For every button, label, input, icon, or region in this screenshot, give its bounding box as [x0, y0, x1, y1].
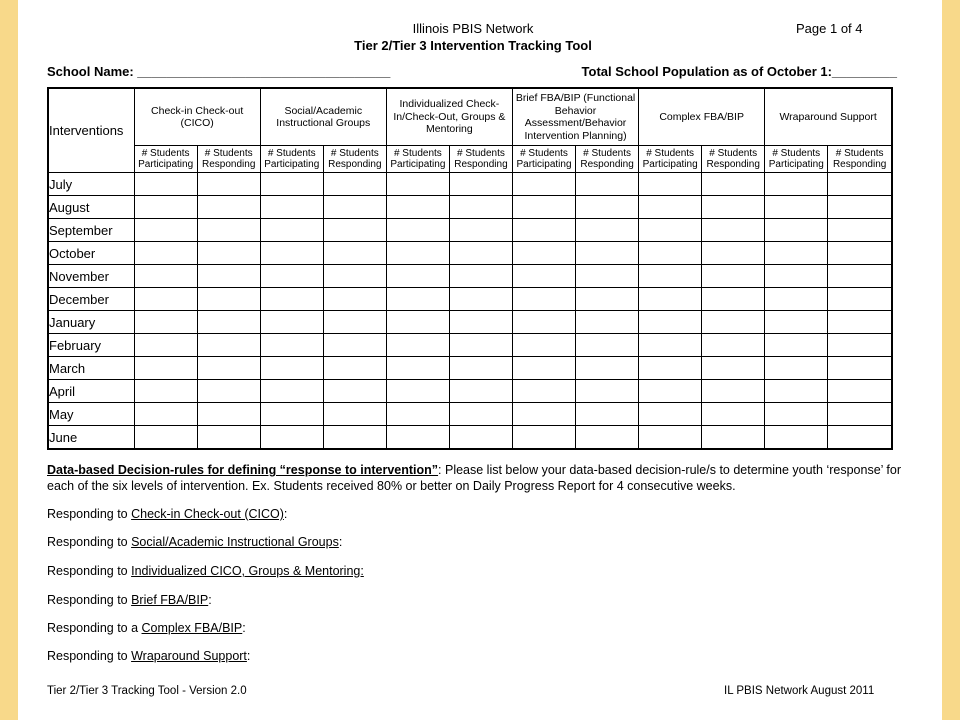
page-number: Page 1 of 4	[796, 21, 863, 36]
intervention-tracking-table	[47, 87, 893, 450]
entry-cell[interactable]	[323, 288, 386, 311]
entry-cell[interactable]	[702, 265, 765, 288]
entry-cell[interactable]	[260, 426, 323, 450]
table-row	[48, 426, 892, 450]
entry-cell[interactable]	[449, 288, 512, 311]
entry-cell[interactable]	[576, 403, 639, 426]
entry-cell[interactable]	[449, 242, 512, 265]
entry-cell[interactable]	[828, 265, 892, 288]
entry-cell[interactable]	[765, 265, 828, 288]
entry-cell[interactable]	[197, 196, 260, 219]
entry-cell[interactable]	[386, 380, 449, 403]
entry-cell[interactable]	[134, 288, 197, 311]
month-label: September	[48, 219, 134, 242]
entry-cell[interactable]	[512, 173, 575, 196]
header-org: Illinois PBIS Network	[412, 21, 534, 36]
entry-cell[interactable]	[260, 334, 323, 357]
entry-cell[interactable]	[702, 380, 765, 403]
entry-cell[interactable]	[828, 426, 892, 450]
month-label: May	[48, 403, 134, 426]
responding-intervention: Social/Academic Instructional Groups	[131, 535, 339, 549]
entry-cell[interactable]	[765, 173, 828, 196]
subheader-responding: # Students Responding	[576, 146, 639, 173]
entry-cell[interactable]	[765, 380, 828, 403]
entry-cell[interactable]	[765, 426, 828, 450]
responding-suffix: :	[242, 621, 246, 635]
entry-cell[interactable]	[323, 196, 386, 219]
entry-cell[interactable]	[386, 334, 449, 357]
entry-cell[interactable]	[828, 334, 892, 357]
table-row	[48, 242, 892, 265]
month-label: December	[48, 288, 134, 311]
entry-cell[interactable]	[639, 173, 702, 196]
responding-prefix: Responding to	[47, 593, 132, 607]
entry-cell[interactable]	[702, 196, 765, 219]
month-label: June	[48, 426, 134, 450]
entry-cell[interactable]	[197, 334, 260, 357]
entry-cell[interactable]	[323, 219, 386, 242]
entry-cell[interactable]	[260, 380, 323, 403]
entry-cell[interactable]	[197, 311, 260, 334]
entry-cell[interactable]	[828, 173, 892, 196]
entry-cell[interactable]	[512, 403, 575, 426]
entry-cell[interactable]	[134, 357, 197, 380]
entry-cell[interactable]	[512, 357, 575, 380]
responding-suffix: :	[208, 593, 212, 607]
entry-cell[interactable]	[765, 219, 828, 242]
entry-cell[interactable]	[512, 196, 575, 219]
entry-cell[interactable]	[639, 219, 702, 242]
entry-cell[interactable]	[197, 403, 260, 426]
entry-cell[interactable]	[134, 173, 197, 196]
entry-cell[interactable]	[702, 426, 765, 450]
entry-cell[interactable]	[260, 242, 323, 265]
entry-cell[interactable]	[260, 357, 323, 380]
entry-cell[interactable]	[260, 288, 323, 311]
footer-network-date: IL PBIS Network August 2011	[724, 685, 875, 697]
school-name-field[interactable]: School Name: ___________________________________	[47, 64, 391, 79]
entry-cell[interactable]	[828, 311, 892, 334]
entry-cell[interactable]	[512, 288, 575, 311]
entry-cell[interactable]	[260, 311, 323, 334]
month-label: March	[48, 357, 134, 380]
entry-cell[interactable]	[512, 242, 575, 265]
responding-prefix: Responding to	[47, 507, 132, 521]
responding-line	[47, 621, 246, 635]
entry-cell[interactable]	[134, 380, 197, 403]
decision-rules-text: : Please list below your data-based decision-rule/s to determine youth ‘response’ for each of the six levels of intervention. Ex. Students received 80% or better on Daily Progress Report for 4 consecutive weeks.	[47, 463, 902, 493]
entry-cell[interactable]	[323, 403, 386, 426]
entry-cell[interactable]	[197, 288, 260, 311]
entry-cell[interactable]	[828, 288, 892, 311]
table-row	[48, 265, 892, 288]
entry-cell[interactable]	[260, 219, 323, 242]
entry-cell[interactable]	[386, 173, 449, 196]
table-row	[48, 196, 892, 219]
entry-cell[interactable]	[260, 403, 323, 426]
entry-cell[interactable]	[765, 357, 828, 380]
entry-cell[interactable]	[576, 242, 639, 265]
subheader-responding: # Students Responding	[323, 146, 386, 173]
entry-cell[interactable]	[765, 288, 828, 311]
entry-cell[interactable]	[386, 403, 449, 426]
entry-cell[interactable]	[639, 426, 702, 450]
document-page	[18, 0, 942, 720]
entry-cell[interactable]	[828, 242, 892, 265]
entry-cell[interactable]	[512, 219, 575, 242]
entry-cell[interactable]	[197, 426, 260, 450]
month-label: October	[48, 242, 134, 265]
entry-cell[interactable]	[639, 403, 702, 426]
entry-cell[interactable]	[197, 173, 260, 196]
entry-cell[interactable]	[386, 196, 449, 219]
entry-cell[interactable]	[702, 173, 765, 196]
entry-cell[interactable]	[197, 265, 260, 288]
responding-suffix: :	[338, 535, 343, 549]
entry-cell[interactable]	[512, 380, 575, 403]
entry-cell[interactable]	[134, 196, 197, 219]
subheader-responding: # Students Responding	[828, 146, 892, 173]
entry-cell[interactable]	[576, 311, 639, 334]
entry-cell[interactable]	[702, 403, 765, 426]
entry-cell[interactable]	[765, 334, 828, 357]
entry-cell[interactable]	[828, 403, 892, 426]
entry-cell[interactable]	[828, 380, 892, 403]
entry-cell[interactable]	[449, 426, 512, 450]
entry-cell[interactable]	[639, 196, 702, 219]
entry-cell[interactable]	[576, 426, 639, 450]
responding-intervention: Wraparound Support	[131, 649, 247, 663]
month-label: February	[48, 334, 134, 357]
entry-cell[interactable]	[134, 334, 197, 357]
subheader-responding: # Students Responding	[197, 146, 260, 173]
entry-cell[interactable]	[576, 357, 639, 380]
table-row	[48, 334, 892, 357]
responding-intervention: Complex FBA/BIP	[141, 621, 243, 635]
entry-cell[interactable]	[512, 426, 575, 450]
entry-cell[interactable]	[639, 357, 702, 380]
entry-cell[interactable]	[702, 242, 765, 265]
entry-cell[interactable]	[512, 265, 575, 288]
responding-line	[47, 593, 212, 607]
subheader-participating: # Students Participating	[765, 146, 828, 173]
entry-cell[interactable]	[386, 265, 449, 288]
subheader-responding: # Students Responding	[702, 146, 765, 173]
entry-cell[interactable]	[639, 288, 702, 311]
entry-cell[interactable]	[702, 219, 765, 242]
responding-intervention: Individualized CICO, Groups & Mentoring:	[131, 564, 364, 578]
entry-cell[interactable]	[576, 288, 639, 311]
page-title: Tier 2/Tier 3 Intervention Tracking Tool	[354, 38, 592, 53]
responding-suffix: :	[246, 649, 251, 663]
entry-cell[interactable]	[576, 219, 639, 242]
subheader-participating: # Students Participating	[512, 146, 575, 173]
entry-cell[interactable]	[828, 357, 892, 380]
responding-prefix: Responding to a	[47, 621, 142, 635]
responding-prefix: Responding to	[47, 649, 132, 663]
entry-cell[interactable]	[197, 357, 260, 380]
table-row	[48, 219, 892, 242]
entry-cell[interactable]	[639, 242, 702, 265]
entry-cell[interactable]	[702, 288, 765, 311]
table-row	[48, 380, 892, 403]
decision-rules-heading: Data-based Decision-rules for defining “response to intervention”	[47, 463, 439, 477]
entry-cell[interactable]	[576, 173, 639, 196]
group-header-brief-fba: Brief FBA/BIP (Functional Behavior Assessment/Behavior Intervention Planning)	[512, 88, 638, 146]
table-row	[48, 311, 892, 334]
entry-cell[interactable]	[702, 311, 765, 334]
entry-cell[interactable]	[323, 426, 386, 450]
entry-cell[interactable]	[386, 311, 449, 334]
subheader-row	[48, 146, 892, 173]
entry-cell[interactable]	[260, 173, 323, 196]
entry-cell[interactable]	[702, 334, 765, 357]
entry-cell[interactable]	[512, 334, 575, 357]
footer-version: Tier 2/Tier 3 Tracking Tool - Version 2.0	[47, 685, 247, 697]
responding-prefix: Responding to	[47, 535, 132, 549]
table-row	[48, 357, 892, 380]
entry-cell[interactable]	[323, 380, 386, 403]
entry-cell[interactable]	[639, 265, 702, 288]
responding-line	[47, 507, 287, 521]
subheader-responding: # Students Responding	[449, 146, 512, 173]
responding-prefix: Responding to	[47, 564, 132, 578]
entry-cell[interactable]	[765, 311, 828, 334]
subheader-participating: # Students Participating	[639, 146, 702, 173]
entry-cell[interactable]	[449, 219, 512, 242]
responding-line	[47, 649, 250, 663]
entry-cell[interactable]	[576, 380, 639, 403]
group-header-wraparound: Wraparound Support	[765, 88, 892, 146]
month-label: July	[48, 173, 134, 196]
entry-cell[interactable]	[512, 311, 575, 334]
entry-cell[interactable]	[702, 357, 765, 380]
entry-cell[interactable]	[386, 288, 449, 311]
entry-cell[interactable]	[134, 219, 197, 242]
responding-intervention: Check-in Check-out (CICO)	[131, 507, 284, 521]
entry-cell[interactable]	[134, 426, 197, 450]
decision-rules-paragraph	[47, 462, 927, 494]
school-population-field[interactable]: Total School Population as of October 1:_________	[581, 64, 897, 79]
entry-cell[interactable]	[386, 357, 449, 380]
entry-cell[interactable]	[260, 265, 323, 288]
entry-cell[interactable]	[449, 334, 512, 357]
month-label: August	[48, 196, 134, 219]
entry-cell[interactable]	[386, 219, 449, 242]
entry-cell[interactable]	[386, 242, 449, 265]
month-label: January	[48, 311, 134, 334]
entry-cell[interactable]	[828, 196, 892, 219]
entry-cell[interactable]	[197, 380, 260, 403]
table-row	[48, 288, 892, 311]
entry-cell[interactable]	[576, 196, 639, 219]
entry-cell[interactable]	[639, 334, 702, 357]
entry-cell[interactable]	[134, 265, 197, 288]
table-row	[48, 173, 892, 196]
interventions-header: Interventions	[48, 88, 134, 173]
entry-cell[interactable]	[134, 242, 197, 265]
entry-cell[interactable]	[449, 380, 512, 403]
entry-cell[interactable]	[576, 265, 639, 288]
subheader-participating: # Students Participating	[260, 146, 323, 173]
entry-cell[interactable]	[449, 403, 512, 426]
entry-cell[interactable]	[323, 242, 386, 265]
month-label: April	[48, 380, 134, 403]
month-label: November	[48, 265, 134, 288]
entry-cell[interactable]	[323, 334, 386, 357]
group-header-complex-fba: Complex FBA/BIP	[639, 88, 765, 146]
responding-intervention: Brief FBA/BIP	[131, 593, 209, 607]
entry-cell[interactable]	[449, 265, 512, 288]
responding-suffix: :	[283, 507, 288, 521]
entry-cell[interactable]	[828, 219, 892, 242]
month-rows	[48, 173, 892, 450]
entry-cell[interactable]	[197, 242, 260, 265]
entry-cell[interactable]	[449, 173, 512, 196]
entry-cell[interactable]	[134, 403, 197, 426]
responding-line	[47, 535, 342, 549]
entry-cell[interactable]	[260, 196, 323, 219]
entry-cell[interactable]	[134, 311, 197, 334]
group-header-cico: Check-in Check-out (CICO)	[134, 88, 260, 146]
subheader-participating: # Students Participating	[134, 146, 197, 173]
entry-cell[interactable]	[576, 334, 639, 357]
entry-cell[interactable]	[323, 265, 386, 288]
group-header-individualized: Individualized Check-In/Check-Out, Groups & Mentoring	[386, 88, 512, 146]
entry-cell[interactable]	[449, 311, 512, 334]
group-header-social-academic: Social/Academic Instructional Groups	[260, 88, 386, 146]
entry-cell[interactable]	[197, 219, 260, 242]
entry-cell[interactable]	[639, 311, 702, 334]
entry-cell[interactable]	[323, 357, 386, 380]
entry-cell[interactable]	[765, 196, 828, 219]
entry-cell[interactable]	[639, 380, 702, 403]
entry-cell[interactable]	[449, 357, 512, 380]
entry-cell[interactable]	[449, 196, 512, 219]
entry-cell[interactable]	[765, 403, 828, 426]
entry-cell[interactable]	[386, 426, 449, 450]
subheader-participating: # Students Participating	[386, 146, 449, 173]
entry-cell[interactable]	[765, 242, 828, 265]
table-row	[48, 403, 892, 426]
entry-cell[interactable]	[323, 173, 386, 196]
responding-line	[47, 564, 364, 578]
entry-cell[interactable]	[323, 311, 386, 334]
